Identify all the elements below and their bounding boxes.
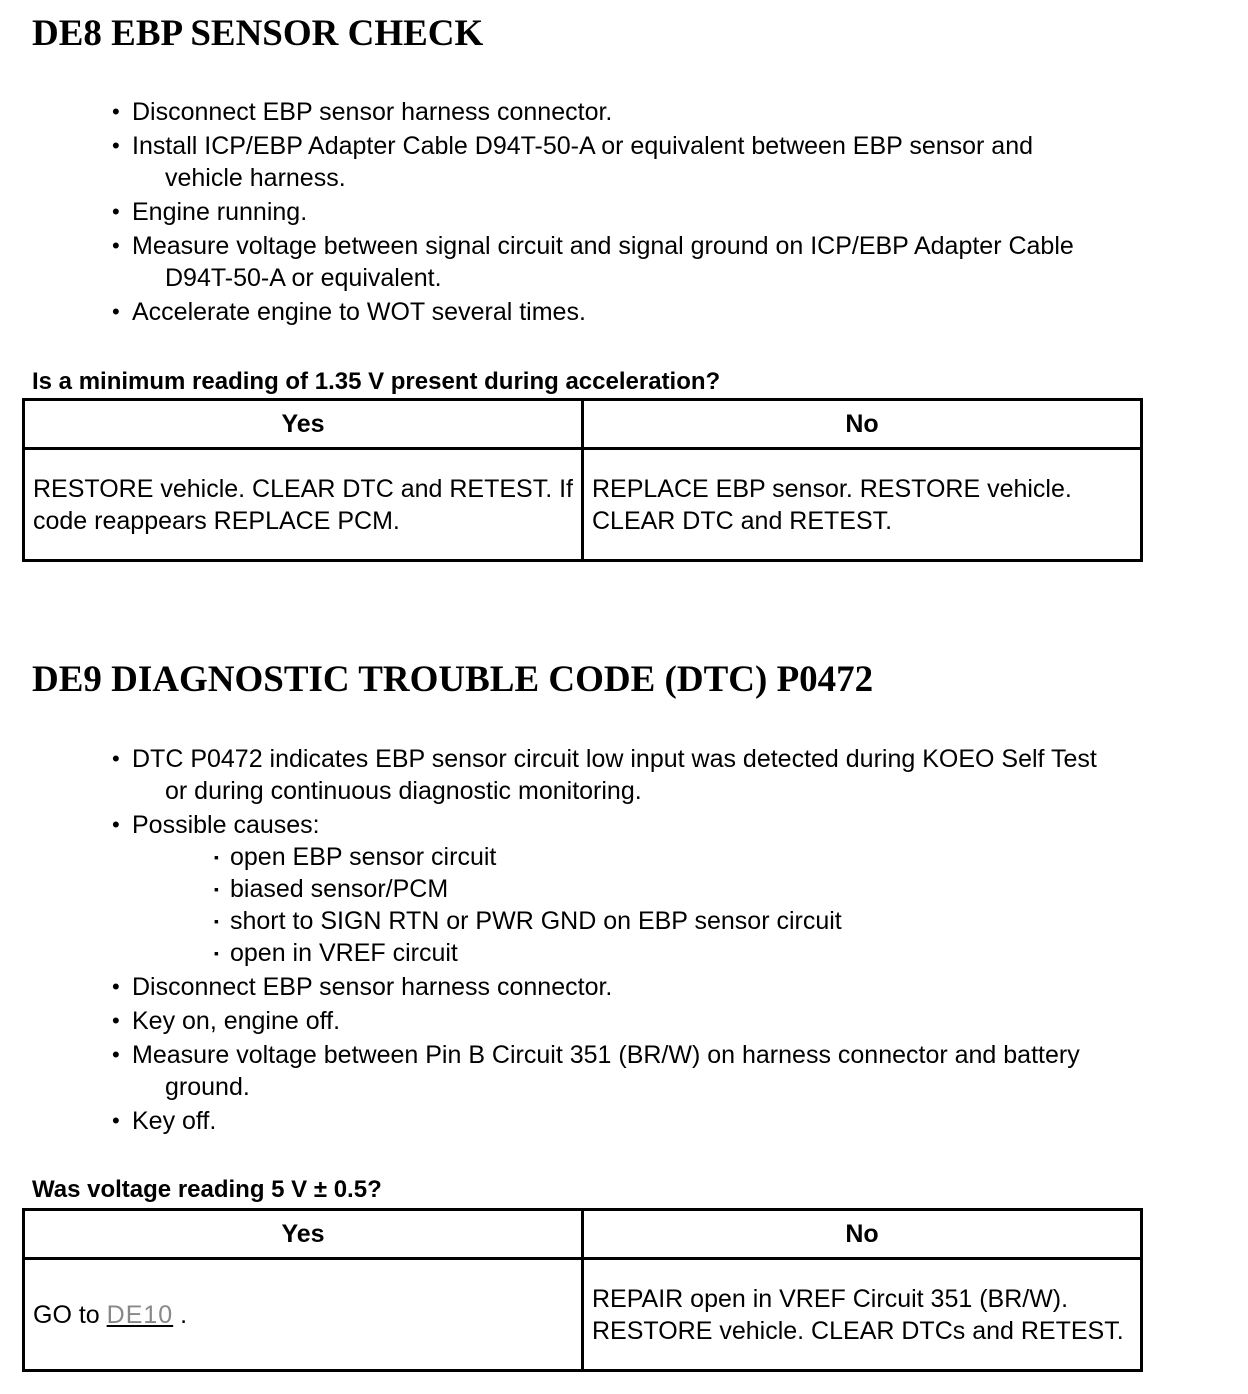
yes-header: Yes [24, 1210, 583, 1259]
list-item [112, 96, 1222, 128]
cause-item: ▪ open in VREF circuit [214, 937, 1222, 969]
step-text: Disconnect EBP sensor harness connector. [132, 973, 613, 1001]
list-item [112, 1105, 1222, 1137]
cause-item: ▪ short to SIGN RTN or PWR GND on EBP sensor circuit [214, 905, 1222, 937]
list-item [112, 130, 1222, 194]
list-item [112, 1039, 1222, 1103]
de8-question: Is a minimum reading of 1.35 V present during acceleration? [32, 368, 721, 395]
section-title-de8: DE8 EBP SENSOR CHECK [32, 13, 484, 54]
no-action: REPLACE EBP sensor. RESTORE vehicle. CLEAR DTC and RETEST. [583, 449, 1142, 561]
step-text: Install ICP/EBP Adapter Cable D94T-50-A or equivalent between EBP sensor and [132, 132, 1034, 160]
cause-item: ▪ biased sensor/PCM [214, 873, 1222, 905]
step-text: Possible causes: [132, 811, 320, 839]
step-text: Measure voltage between signal circuit and signal ground on ICP/EBP Adapter Cable [132, 232, 1074, 260]
yes-prefix: GO to [33, 1300, 100, 1329]
list-item [112, 1005, 1222, 1037]
yes-action: RESTORE vehicle. CLEAR DTC and RETEST. If code reappears REPLACE PCM. [24, 449, 583, 561]
step-text: or during continuous diagnostic monitoring. [165, 777, 642, 805]
step-text: Disconnect EBP sensor harness connector. [132, 98, 613, 126]
section-title-de9: DE9 DIAGNOSTIC TROUBLE CODE (DTC) P0472 [32, 659, 874, 700]
possible-causes [132, 841, 1222, 969]
step-text: Accelerate engine to WOT several times. [132, 298, 586, 326]
de8-steps [112, 96, 1222, 330]
no-action: REPAIR open in VREF Circuit 351 (BR/W). RESTORE vehicle. CLEAR DTCs and RETEST. [583, 1259, 1142, 1371]
step-text: vehicle harness. [165, 164, 346, 192]
list-item [112, 230, 1222, 294]
step-text: ground. [165, 1073, 250, 1101]
list-item [112, 743, 1222, 807]
de9-steps [112, 743, 1222, 1139]
de10-link[interactable]: DE10 [106, 1300, 174, 1329]
step-text: D94T-50-A or equivalent. [165, 264, 442, 292]
list-item [112, 296, 1222, 328]
no-header: No [583, 400, 1142, 449]
list-item [112, 196, 1222, 228]
step-text: Key on, engine off. [132, 1007, 341, 1035]
step-text: Key off. [132, 1107, 217, 1135]
yes-suffix: . [180, 1300, 188, 1329]
de9-result-table [22, 1208, 1143, 1372]
yes-header: Yes [24, 400, 583, 449]
cause-item: ▪ open EBP sensor circuit [214, 841, 1222, 873]
list-item [112, 809, 1222, 969]
no-header: No [583, 1210, 1142, 1259]
step-text: Measure voltage between Pin B Circuit 351 (BR/W) on harness connector and battery [132, 1041, 1080, 1069]
yes-action [24, 1259, 583, 1371]
step-text: Engine running. [132, 198, 308, 226]
de8-result-table [22, 398, 1143, 562]
list-item [112, 971, 1222, 1003]
de9-question: Was voltage reading 5 V ± 0.5? [32, 1176, 382, 1203]
step-text: DTC P0472 indicates EBP sensor circuit low input was detected during KOEO Self Test [132, 745, 1097, 773]
